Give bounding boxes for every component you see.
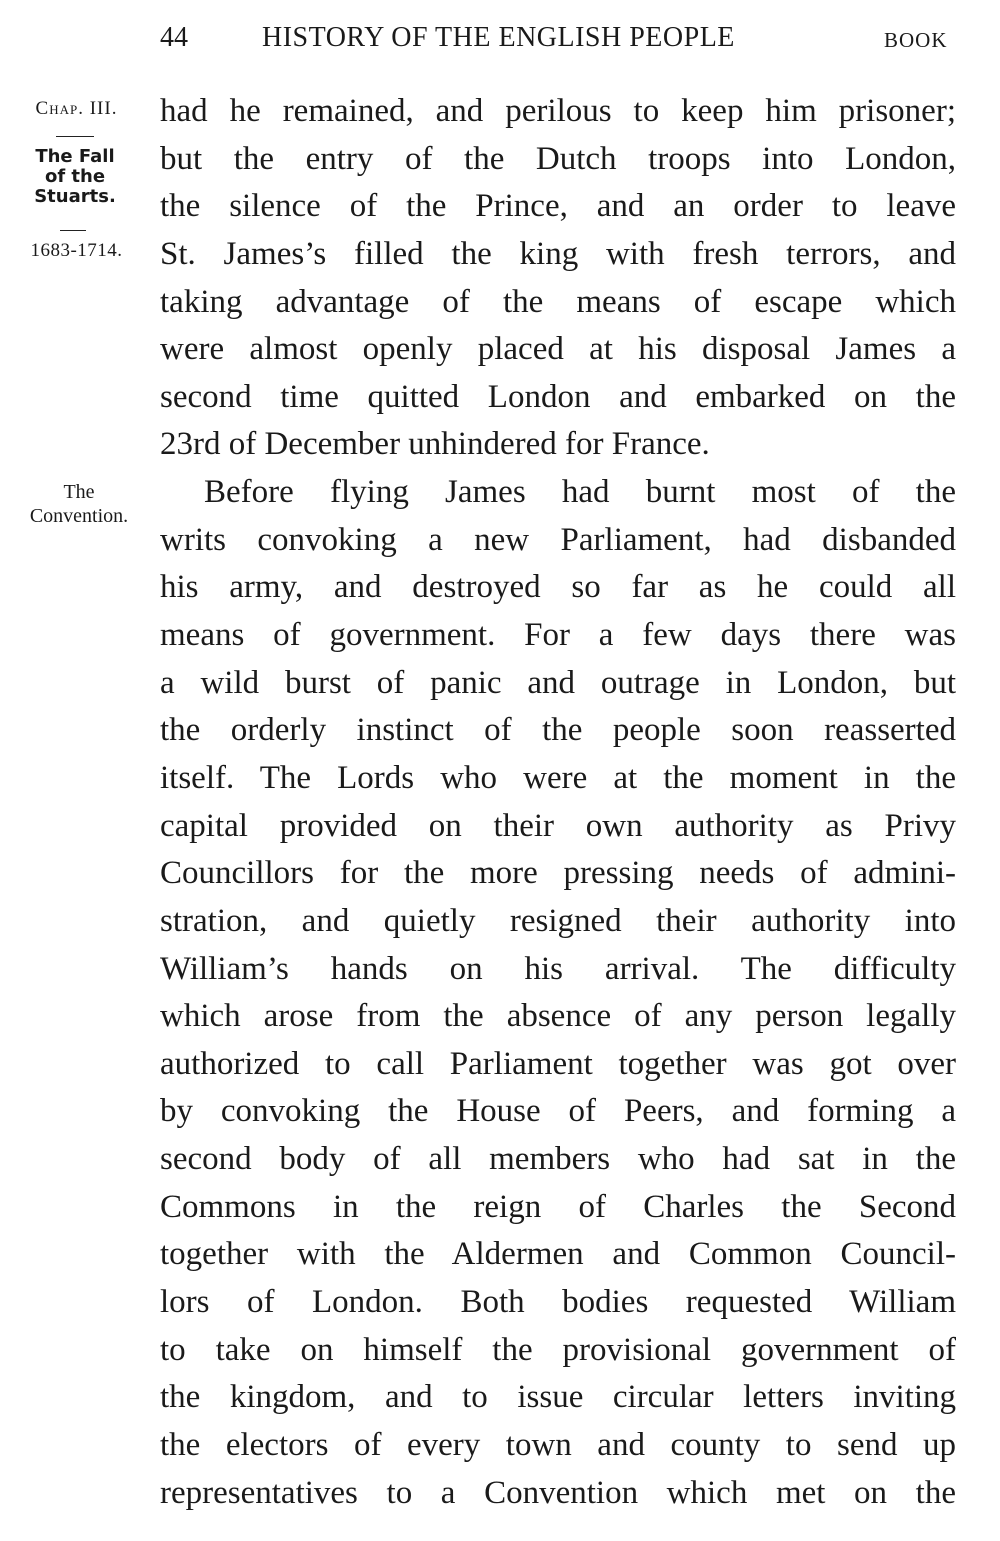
margin-section-line: Stuarts.: [34, 186, 116, 207]
text-line: lors of London. Both bodies requested William: [160, 1284, 956, 1321]
text-line: the silence of the Prince, and an order to leave: [160, 188, 956, 225]
text-line: Councillors for the more pressing needs of admini-: [160, 855, 956, 892]
text-line: together with the Aldermen and Common Council-: [160, 1236, 956, 1273]
margin-rule: [56, 136, 94, 137]
text-line: to take on himself the provisional government of: [160, 1331, 956, 1368]
text-line: by convoking the House of Peers, and forming a: [160, 1093, 956, 1130]
text-line: the orderly instinct of the people soon reasserted: [160, 712, 956, 749]
text-line: Commons in the reign of Charles the Second: [160, 1188, 956, 1225]
text-line: had he remained, and perilous to keep him prisoner;: [160, 93, 956, 129]
margin-section-line: of the: [44, 166, 106, 187]
margin-subhead-line: Convention.: [29, 505, 129, 527]
text-line: 23rd of December unhindered for France.: [160, 426, 710, 463]
text-line: William’s hands on his arrival. The difficulty: [160, 950, 956, 987]
text-line: his army, and destroyed so far as he could all: [160, 569, 956, 606]
text-line: taking advantage of the means of escape which: [160, 283, 956, 320]
running-title: HISTORY OF THE ENGLISH PEOPLE: [262, 22, 735, 53]
text-line: the kingdom, and to issue circular letters inviting: [160, 1379, 956, 1416]
page-number: 44: [160, 22, 188, 53]
margin-rule: [60, 230, 86, 231]
text-line: a wild burst of panic and outrage in London, but: [160, 664, 956, 701]
text-line: but the entry of the Dutch troops into London,: [160, 140, 956, 177]
text-line: Before flying James had burnt most of the: [204, 474, 956, 511]
text-line: representatives to a Convention which met on the: [160, 1474, 956, 1511]
text-line: capital provided on their own authority as Privy: [160, 807, 956, 844]
margin-chapter: Chap. III.: [35, 98, 118, 119]
margin-section-title: [14, 147, 136, 207]
text-line: stration, and quietly resigned their authority into: [160, 902, 956, 939]
text-line: means of government. For a few days there was: [160, 617, 956, 654]
text-line: were almost openly placed at his disposal James a: [160, 331, 956, 368]
text-line: second body of all members who had sat in the: [160, 1141, 956, 1178]
text-line: authorized to call Parliament together was got over: [160, 1045, 956, 1082]
text-line: St. James’s filled the king with fresh terrors, and: [160, 235, 956, 272]
margin-section-line: The Fall: [35, 146, 115, 167]
margin-dates: 1683-1714.: [30, 240, 123, 261]
text-line: the electors of every town and county to send up: [160, 1426, 956, 1463]
text-line: which arose from the absence of any person legally: [160, 998, 956, 1035]
running-head: [0, 18, 1000, 58]
margin-subhead-line: The: [63, 481, 95, 503]
text-line: writs convoking a new Parliament, had disbanded: [160, 521, 956, 558]
text-line: second time quitted London and embarked on the: [160, 378, 956, 415]
margin-subhead: [4, 480, 154, 528]
text-line: itself. The Lords who were at the moment in the: [160, 759, 956, 796]
body-text: [160, 88, 956, 1517]
running-book-label: BOOK: [884, 28, 948, 52]
